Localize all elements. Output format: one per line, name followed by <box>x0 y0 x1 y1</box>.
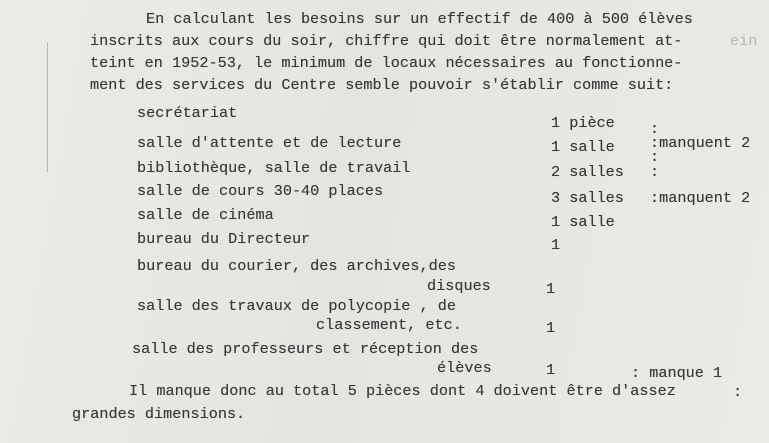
room-note-1: : <box>650 120 660 138</box>
room-count-4: 3 salles <box>551 189 624 207</box>
room-name-2: salle d'attente et de lecture <box>137 134 402 152</box>
intro-line-4: ment des services du Centre semble pouvoir s'établir comme suit: <box>90 76 674 94</box>
room-name-9: salle des professeurs et réception des <box>132 340 479 358</box>
intro-line-1: En calculant les besoins sur un effectif de 400 à 500 élèves <box>146 10 693 28</box>
room-note-4: :manquent 2 <box>650 189 751 207</box>
room-name-8: salle des travaux de polycopie , de <box>137 297 456 315</box>
room-count-9: 1 <box>546 361 556 379</box>
room-name-8-cont: classement, etc. <box>316 316 462 334</box>
room-count-2: 1 salle <box>551 138 615 156</box>
room-note-9: : manque 1 <box>631 364 723 382</box>
intro-line-2: inscrits aux cours du soir, chiffre qui doit être normalement at- <box>90 32 683 50</box>
room-note-3: : <box>650 163 660 181</box>
room-count-5: 1 salle <box>551 213 615 231</box>
intro-line-2-tail: ein <box>730 32 758 50</box>
room-count-6: 1 <box>551 236 561 254</box>
margin-rule <box>47 42 48 172</box>
room-count-7: 1 <box>546 280 556 298</box>
conclusion-line-2: grandes dimensions. <box>72 405 246 423</box>
colon-mark-1: : <box>650 148 660 166</box>
room-count-1: 1 pièce <box>551 114 615 132</box>
colon-mark-2: : <box>733 383 743 401</box>
intro-line-3: teint en 1952-53, le minimum de locaux nécessaires au fonctionne- <box>90 54 683 72</box>
room-name-9-cont: élèves <box>437 359 492 377</box>
room-name-1: secrétariat <box>137 104 238 122</box>
room-name-4: salle de cours 30-40 places <box>137 182 384 200</box>
room-name-7: bureau du courier, des archives,des <box>137 257 456 275</box>
room-name-3: bibliothèque, salle de travail <box>137 159 411 177</box>
room-name-6: bureau du Directeur <box>137 230 311 248</box>
room-name-5: salle de cinéma <box>137 206 274 224</box>
conclusion-line-1: Il manque donc au total 5 pièces dont 4 doivent être d'assez <box>129 382 676 400</box>
room-note-2: :manquent 2 <box>650 134 751 152</box>
room-count-3: 2 salles <box>551 163 624 181</box>
room-count-8: 1 <box>546 319 556 337</box>
room-name-7-cont: disques <box>427 277 491 295</box>
